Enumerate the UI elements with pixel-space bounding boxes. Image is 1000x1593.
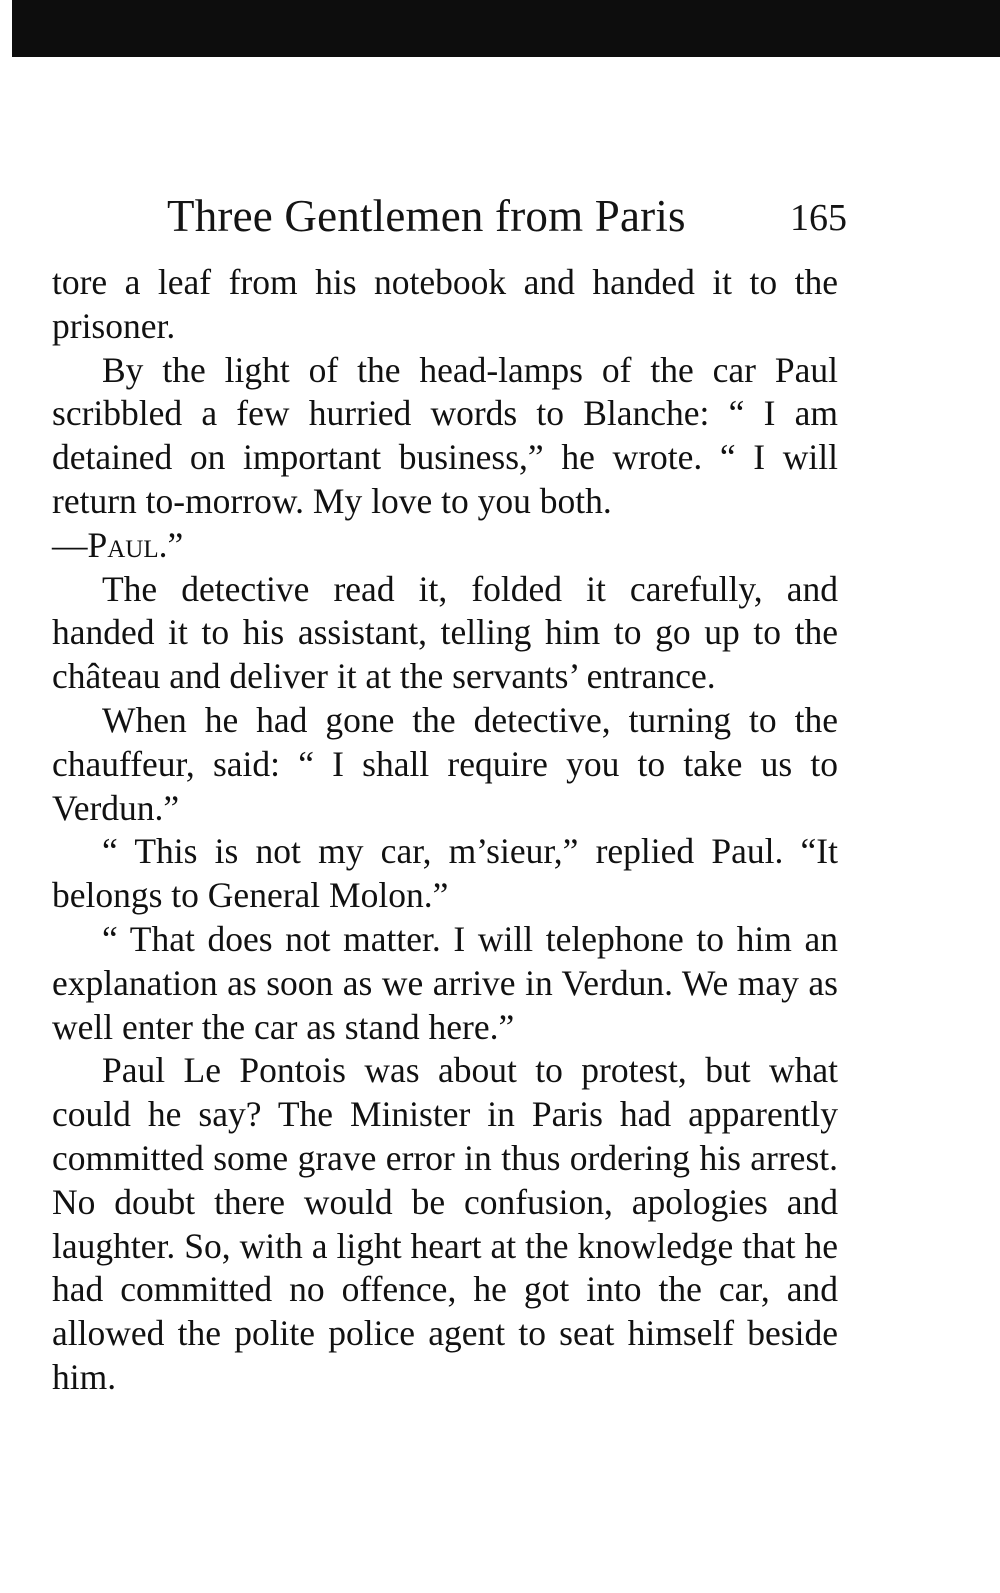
paragraph-chauffeur: When he had gone the detective, turning to the chauffeur, said: “ I shall require you to take us to Verdun.”: [52, 699, 838, 828]
page-number: 165: [790, 197, 847, 239]
paragraph-protest: Paul Le Pontois was about to protest, but what could he say? The Minister in Paris had apparently committed some grave error in thus ordering his arrest. No doubt there would be confusion, apologies and laughter. So, with a light heart at the knowledge that he had committed no offence, he got into the car, and allowed the polite police agent to seat himself beside him.: [52, 1050, 838, 1397]
signature-close: .”: [158, 524, 184, 565]
paragraph-reply: “ This is not my car, m’sieur,” replied Paul. “It belongs to General Molon.”: [52, 831, 838, 916]
signature-name: Paul: [87, 524, 159, 565]
signature-dash: —: [52, 524, 88, 565]
scan-top-edge-bar: [12, 0, 1000, 57]
paragraph-detective: The detective read it, folded it carefully, and handed it to his assistant, telling him to go up to the château and deliver it at the servants’ entrance.: [52, 568, 838, 697]
paragraph-telephone: “ That does not matter. I will telephone to him an explanation as soon as we arrive in Verdun. We may as well enter the car as stand here.”: [52, 918, 838, 1047]
note-text: By the light of the head-lamps of the car Paul scribbled a few hurried words to Blanche: “ I am detained on important business,” he wrote. “ I will return to-morrow. My love to you both.: [52, 349, 838, 521]
page-title: Three Gentlemen from Paris: [167, 191, 686, 241]
paragraph-note: [52, 349, 838, 568]
body-text: [52, 261, 838, 1400]
paragraph-continuation: tore a leaf from his notebook and handed it to the prisoner.: [52, 262, 838, 346]
running-head: [167, 186, 847, 246]
